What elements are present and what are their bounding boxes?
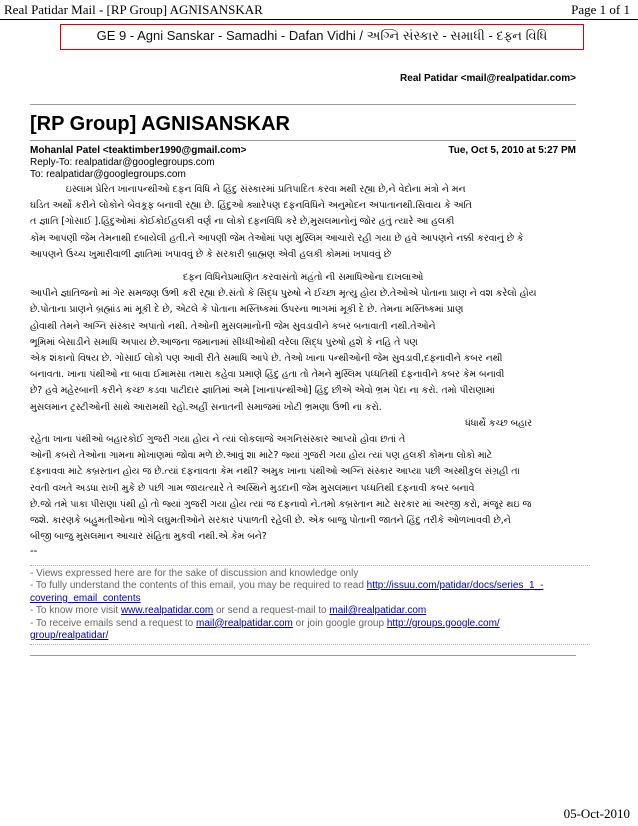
print-date: 05-Oct-2010 xyxy=(563,806,630,821)
body-line: રહેતા ખાના પંથીઓ બહારકોઈ ગુજરી ગયા હોય ને ત્યાં લોકલાજે અગનિસંસ્કાર આપ્યો હોવા છતાં તે xyxy=(30,434,406,446)
footer-divider xyxy=(30,655,576,656)
body-line: કોમ આપણી જેમ તેમનાથી દબાયેલી હતી.ને આપણી જેમ તેઓમાં પણ મુસ્લિમ આચારો રહી ગયા છે હવે આપણને નક્કી કરવાનું છે કે xyxy=(30,232,524,244)
footer-line xyxy=(30,580,590,592)
body-line: હોવાથી તેમને અગ્નિ સંસ્કાર અપાતો નથી. તેઓની મુસલમાનોની જેમ સુવડાવીને કબર બનાવાતી નથી.તેઓને xyxy=(30,320,436,332)
body-line: ઘડિત અર્થો કરીને લોકોને બેવકૂફ બનાવી રહ્યા છે. હિંદુઓ ક્યારેપણ દફનવિધિને અનુમોદન અપાતાનથી.સિવાય કે અતિ xyxy=(30,200,472,212)
body-line: દફનાવવા માટે કબ્રસ્તાન હોય જ છે.ત્યાં દફનાવતા કેમ નથી? અમુક ખાના પંથીઓ અગ્નિ સંસ્કાર આપ્યા પછી અસ્થીકુલ સંગ્રહી તા xyxy=(30,466,520,478)
body-line: મુસલમાન ટ્રસ્ટીઓની સાથે આરામથી રહો.અહીં સનાતની સમાજમાં ખોટી ભ્રમણા ઉભી ના કરો. xyxy=(30,401,382,413)
body-paragraph-2 xyxy=(30,270,576,545)
email-sender: Mohanlal Patel <teaktimber1990@gmail.com> xyxy=(30,145,247,156)
mail-link[interactable]: mail@realpatidar.com xyxy=(329,605,427,617)
header-divider xyxy=(0,19,638,20)
footer-line: - Views expressed here are for the sake of discussion and knowledge only xyxy=(30,568,359,579)
group-footer xyxy=(30,565,590,645)
body-line: આપીને જ્ઞાતિજનો માં ગેર સમજણ ઉભી કરી રહ્યા છે.સંતો કે સિદ્ધ પુરુષો ને ઈચ્છા મૃત્યુ હોય છે.તેઓએ પોતાના પ્રાણ ને વશ કરેલો હોય xyxy=(30,288,537,300)
issuu-link[interactable]: http://issuu.com/patidar/docs/series_1_- xyxy=(366,580,544,592)
body-line: ઇસ્લામ પ્રેરિત ખાનાપન્થીઓ દફન વિધિ ને હિંદુ સંસ્કારમાં પ્રતિપાદિત કરવા મથી રહ્યા છે,ને વેદોના મંત્રો ને મન xyxy=(30,184,466,195)
email-subject: [RP Group] AGNISANSKAR xyxy=(30,113,290,135)
body-line: રવતી વખતે અડધા રાખી મુકે છે પછી ગામ જાયત્યારે તે અસ્થિને મુડદાની જેમ મુસલમાન પધ્ધતિથી દફનાવી કબર બનાવે xyxy=(30,482,475,494)
signature-separator: -- xyxy=(30,545,38,557)
issuu-link-continued[interactable]: covering_email_contents xyxy=(30,592,141,604)
body-heading: દફન વિધિનેપ્રમાણિત કરવાસંતો મહંતો ની સમાધિઓના દાખલાઓ xyxy=(182,272,424,283)
account-divider xyxy=(30,104,576,105)
footer-line xyxy=(30,605,590,617)
body-line: આપણને ઉચ્ચ ખુમારીવાળી જ્ઞાતિમાં ખપાવવું છે કે સરકારી બ્રાહ્મણ એવી હલકી કોમમાં ખપાવવું છે xyxy=(30,248,391,260)
footer-text: - To know more visit xyxy=(30,605,121,617)
footer-text: - To fully understand the contents of this email, you may be required to read xyxy=(30,580,367,592)
footer-text: or join google group xyxy=(292,617,387,629)
body-line: છે.જો તમે પાકા પીરાણા પંથી હો તો જ્યાં ગુજરી ગયા હોય ત્યાં જ દફનાવો ને.તમો કબ્રસ્તાન માટે સરકાર માં અરજી કરો, મંજૂર થઇ જ xyxy=(30,498,532,510)
google-group-link-continued[interactable]: group/realpatidar/ xyxy=(30,630,109,642)
body-line: છે? હવે મહેરબાની કરીને કચ્છ કડવા પાટીદાર જ્ઞાતિમાં અમે [ખાનાપન્થીઓ] હિંદુ છીએ એવો ભ્રમ પેદા ના કરો. તમો પીરાણામાં xyxy=(30,385,495,397)
footer-text: or send a request-mail to xyxy=(213,605,330,617)
email-date: Tue, Oct 5, 2010 at 5:27 PM xyxy=(448,145,576,156)
footer-line xyxy=(30,618,590,630)
mail-link[interactable]: mail@realpatidar.com xyxy=(196,617,293,629)
google-group-link[interactable]: http://groups.google.com/ xyxy=(386,617,500,629)
body-line: જશે. કારણકે બહુમતીઓના ભોગે લઘુમતીઓને સરકાર પંપાળતી રહેલી છે. એક બાજુ પોતાની જાતને હિંદુ તરીકે ઓળખાવવી છે,ને xyxy=(30,515,511,527)
account-label: Real Patidar <mail@realpatidar.com> xyxy=(400,73,576,84)
email-recipient: To: realpatidar@googlegroups.com xyxy=(30,169,186,180)
page-number: Page 1 of 1 xyxy=(571,2,630,17)
body-aside: ધંધાર્થે કચ્છ બહાર xyxy=(465,417,532,429)
email-reply-to: Reply-To: realpatidar@googlegroups.com xyxy=(30,157,215,168)
subject-divider xyxy=(30,140,576,141)
body-line: છે.પોતાના પ્રાણને બ્રહ્માંડ માં મૂકી દે છે, એટલે કે પોતાના મસ્તિષ્કમાં ઉપરના ભાગમાં મૂકી દે છે. તેમના મસ્તિષ્કમાં પ્રાણ xyxy=(30,304,464,316)
print-page-title: Real Patidar Mail - [RP Group] AGNISANSKAR xyxy=(4,2,263,17)
body-line: ભૂમિમાં બેસાડીને સમાધિ અપાય છે.આજના જમાનામાં સીધ્ધીઓથી વરેલા સિદ્ધ પુરુષો હશે કે નહિ તે પણ xyxy=(30,336,418,348)
body-line: ઓની કબરો તેઓના ગામના મોખાણમાં જોવા મળે છે.આવું શા માટે? જ્યાં ગુજરી ગયા હોય ત્યાં પણ હલકી કોમના લોકો માટે xyxy=(30,450,493,462)
topic-banner: GE 9 - Agni Sanskar - Samadhi - Dafan Vidhi / અગ્નિ સંસ્કાર - સમાધી - દફ્ન વિધિ xyxy=(60,24,584,50)
footer-text: - To receive emails send a request to xyxy=(30,617,197,629)
website-link[interactable]: www.realpatidar.com xyxy=(120,605,214,617)
body-line: બનાવતા. ખાના પંથીઓ ના બાવા ઈમામસા તમારા કહેવા પ્રમાણે હિંદુ હતા તો તેમને મુસ્લિમ પધ્ધતિથી દફનાવીને કબર કેમ બનાવી xyxy=(30,369,505,381)
body-line: એક શંકાનો વિષય છે. ગોસાઈ લોકો પણ આવી રીતે સમાધિ આપે છે. તેઓ ખાના પન્થીઓની જેમ સુવડાવી,દફનાવીને કબર નથી xyxy=(30,353,503,365)
body-paragraph-1 xyxy=(30,182,576,263)
body-line: બીજી બાજુ મુસલમાન આચાર સંહિતા મુકવી નથી.એ કેમ બને? xyxy=(30,531,267,543)
body-line: ત જ્ઞાતિ [ગોસાઈ ].હિંદુઓમાં કોઈકોઈહલકી વર્ણ ના લોકો દફનવિધિ કરે છે,મુસલમાનોનું જોર હતું ત્યારે આ હલકી xyxy=(30,216,455,228)
footer-line xyxy=(30,630,590,642)
footer-line xyxy=(30,593,590,605)
